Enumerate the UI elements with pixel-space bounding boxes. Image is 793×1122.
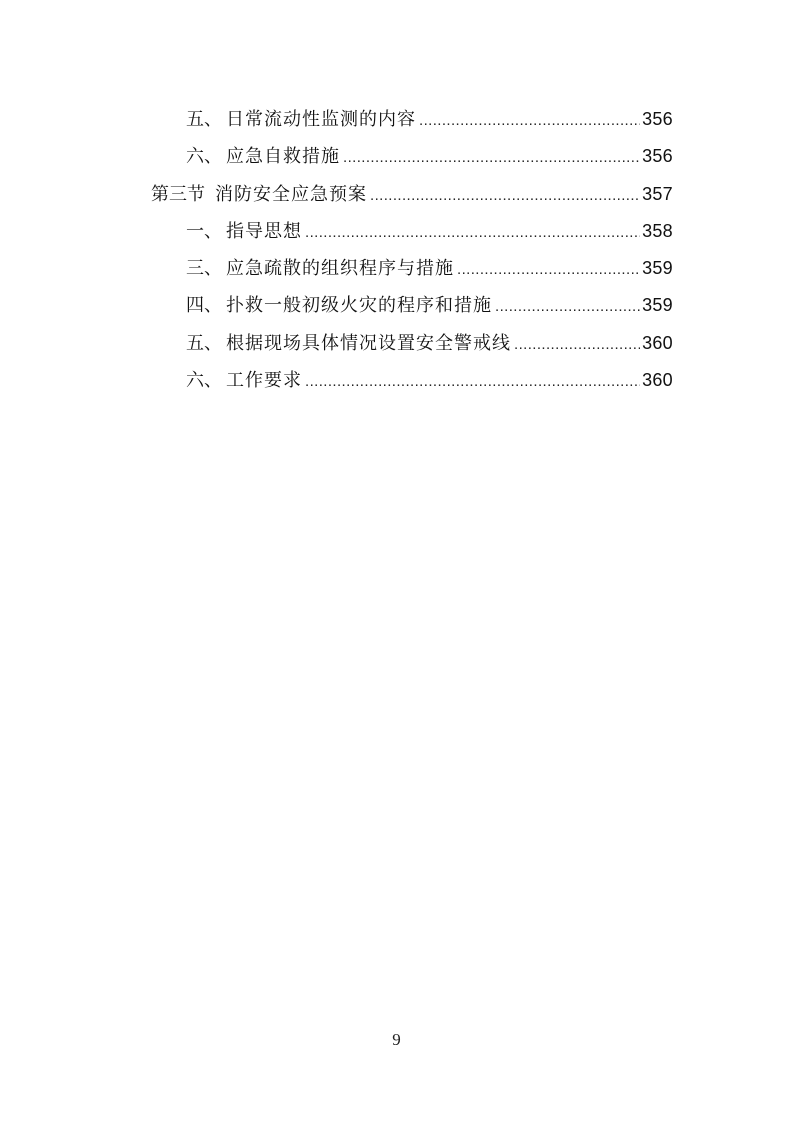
dot-leader (457, 251, 640, 288)
toc-entry-title: 应急疏散的组织程序与措施 (226, 258, 454, 280)
toc-entry-page: 356 (642, 109, 673, 129)
toc-entry-number: 六、 (186, 146, 222, 168)
toc-entry-page: 358 (642, 220, 673, 241)
dot-leader (419, 102, 640, 139)
table-of-contents (0, 101, 793, 399)
toc-entry[interactable] (0, 287, 793, 324)
toc-entry-page: 359 (642, 295, 673, 316)
toc-entry-page: 359 (642, 258, 673, 279)
dot-leader (305, 363, 640, 400)
toc-section-title: 消防安全应急预案 (215, 183, 367, 205)
toc-entry-page: 360 (642, 332, 673, 353)
toc-entry-title: 应急自救措施 (226, 146, 340, 168)
toc-entry[interactable] (0, 138, 793, 175)
toc-entry-page: 356 (642, 146, 673, 167)
dot-leader (495, 288, 640, 325)
toc-entry-number: 一、 (186, 220, 222, 242)
toc-entry[interactable] (0, 325, 793, 362)
toc-entry-number: 五、 (186, 332, 222, 354)
toc-entry[interactable] (0, 250, 793, 287)
toc-entry-number: 六、 (186, 370, 222, 392)
dot-leader (305, 214, 640, 251)
dot-leader (343, 139, 640, 176)
toc-entry-title: 日常流动性监测的内容 (226, 109, 416, 130)
toc-section-number: 第三节 (151, 183, 205, 205)
toc-entry-title: 工作要求 (226, 370, 302, 392)
toc-entry-title: 根据现场具体情况设置安全警戒线 (226, 332, 511, 354)
toc-entry-page: 360 (642, 370, 673, 391)
toc-entry-number: 三、 (186, 258, 222, 280)
toc-entry[interactable] (0, 213, 793, 250)
toc-entry-number: 五、 (186, 109, 222, 130)
toc-entry[interactable] (0, 101, 793, 138)
toc-entry-page: 357 (642, 183, 673, 204)
toc-entry-title: 指导思想 (226, 220, 302, 242)
page-number: 9 (392, 1030, 401, 1049)
toc-entry-number: 四、 (186, 295, 222, 317)
toc-section-entry[interactable] (0, 176, 793, 213)
dot-leader (370, 177, 640, 214)
toc-entry-title: 扑救一般初级火灾的程序和措施 (226, 295, 492, 317)
toc-entry[interactable] (0, 362, 793, 399)
dot-leader (514, 326, 640, 363)
